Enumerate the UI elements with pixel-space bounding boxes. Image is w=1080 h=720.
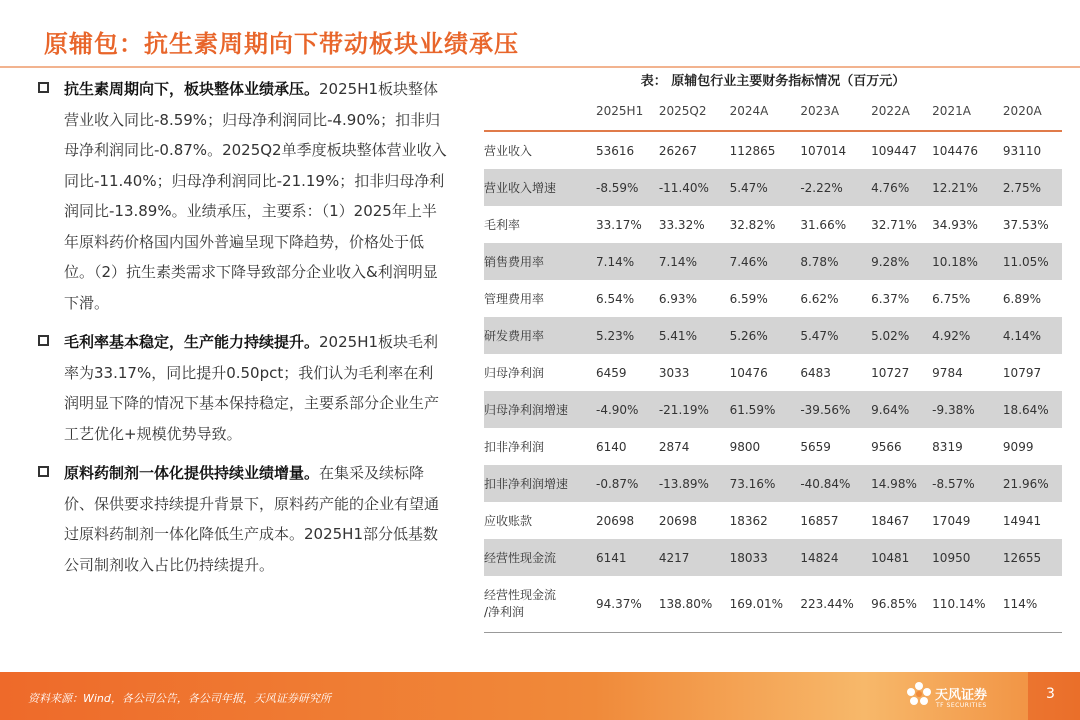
row-label — [484, 576, 594, 633]
row-label: 扣非净利润增速 — [484, 465, 594, 502]
logo-text: 天风证券 — [935, 688, 988, 703]
table-cell: 6.75% — [932, 291, 971, 306]
table-cell: 6483 — [800, 365, 831, 380]
table-cell: 8.78% — [798, 243, 869, 280]
column-header: 2025Q2 — [658, 104, 707, 118]
bullet-heading: 原料药制剂一体化提供持续业绩增量。 — [64, 464, 320, 482]
table-title: 表： 原辅包行业主要财务指标情况（百万元） — [640, 74, 906, 89]
table-cell: 4.76% — [869, 169, 930, 206]
row-label-line: /净利润 — [484, 605, 525, 619]
table-cell: 223.44% — [800, 596, 854, 611]
table-cell: 31.66% — [800, 217, 847, 232]
row-label-line: 经营性现金流 — [484, 588, 557, 602]
table-cell: 5.02% — [869, 317, 930, 354]
table-cell: 5.41% — [657, 317, 728, 354]
table-cell: 6.54% — [596, 291, 635, 306]
row-label: 归母净利润 — [484, 366, 545, 380]
table-header-row — [484, 92, 1062, 131]
table-cell: 34.93% — [932, 217, 978, 232]
table-row — [484, 539, 1062, 576]
table-cell: 96.85% — [871, 596, 917, 611]
table-row — [484, 243, 1062, 280]
row-label: 经营性现金流 — [484, 539, 594, 576]
table-cell: 73.16% — [728, 465, 799, 502]
page-title: 原辅包：抗生素周期向下带动板块业绩承压 — [44, 30, 519, 58]
table-cell: 14824 — [798, 539, 869, 576]
table-cell: 18033 — [728, 539, 799, 576]
column-header: 2025H1 — [596, 104, 644, 118]
table-cell: 6141 — [594, 539, 657, 576]
row-label: 扣非净利润 — [484, 440, 545, 454]
square-bullet-icon — [38, 466, 49, 477]
bullet-list — [38, 74, 448, 589]
table-row — [484, 206, 1062, 243]
table-cell: 10727 — [871, 365, 910, 380]
row-label: 销售费用率 — [484, 243, 594, 280]
table-cell: 12655 — [1001, 539, 1062, 576]
bullet-heading: 毛利率基本稳定，生产能力持续提升。 — [64, 333, 320, 351]
table-cell: 138.80% — [658, 596, 713, 611]
table-cell: 6.59% — [729, 291, 768, 306]
row-label: 研发费用率 — [484, 317, 594, 354]
table-row — [484, 391, 1062, 428]
table-cell: 9099 — [1002, 439, 1034, 454]
table-row — [484, 131, 1062, 169]
table-cell: 20698 — [658, 513, 698, 528]
table-cell: 4217 — [657, 539, 728, 576]
table-cell: 10481 — [869, 539, 930, 576]
bullet-text: 在集采及续标降价、保供要求持续提升背景下，原料药产能的企业有望通过原料药制剂一体化降低生产成本。2025H1部分低基数公司制剂收入占比仍持续提升。 — [64, 464, 440, 574]
bullet-heading: 抗生素周期向下，板块整体业绩承压。 — [64, 80, 320, 98]
table-cell: 109447 — [871, 143, 917, 158]
table-cell: 6.89% — [1002, 291, 1042, 306]
bullet-item — [38, 327, 448, 449]
bullet-item — [38, 458, 448, 580]
column-header: 2024A — [729, 104, 769, 118]
table-row — [484, 428, 1062, 465]
row-label: 营业收入增速 — [484, 169, 594, 206]
table-cell: 32.82% — [729, 217, 776, 232]
bullet-text: 2025H1板块毛利率为33.17%，同比提升0.50pct；我们认为毛利率在利润明显下降的情况下基本保持稳定，主要系部分企业生产工艺优化+规模优势导致。 — [64, 333, 440, 443]
table-cell: 12.21% — [930, 169, 1001, 206]
table-row — [484, 576, 1062, 633]
table-cell: 93110 — [1002, 143, 1042, 158]
table-row — [484, 354, 1062, 391]
bullet-item — [38, 74, 448, 318]
table-row — [484, 465, 1062, 502]
table-cell: 21.96% — [1001, 465, 1062, 502]
table-cell: 11.05% — [1001, 243, 1062, 280]
table-cell: 18362 — [729, 513, 768, 528]
table-cell: 4.92% — [930, 317, 1001, 354]
table-cell: 5.26% — [728, 317, 799, 354]
financial-table — [484, 92, 1062, 633]
table-cell: 5659 — [800, 439, 831, 454]
table-cell: 107014 — [800, 143, 847, 158]
table-cell: 10950 — [930, 539, 1001, 576]
table-cell: 17049 — [932, 513, 971, 528]
table-cell: -40.84% — [798, 465, 869, 502]
row-label: 毛利率 — [484, 218, 521, 232]
column-header: 2020A — [1002, 104, 1042, 118]
table-cell: 32.71% — [871, 217, 917, 232]
table-cell: 18.64% — [1001, 391, 1062, 428]
column-header: 2021A — [932, 104, 971, 118]
table-cell: 14.98% — [869, 465, 930, 502]
table-cell: 61.59% — [728, 391, 799, 428]
table-cell: 9800 — [729, 439, 761, 454]
header-label-cell — [484, 92, 594, 131]
column-header: 2023A — [800, 104, 840, 118]
logo-subtext: TF SECURITIES — [936, 702, 987, 709]
table-cell: -2.22% — [798, 169, 869, 206]
table-cell: 14941 — [1002, 513, 1042, 528]
table-cell: 5.47% — [798, 317, 869, 354]
footer-bar — [0, 672, 1080, 720]
table-cell: -8.57% — [930, 465, 1001, 502]
table-cell: 7.46% — [728, 243, 799, 280]
row-label: 营业收入 — [484, 144, 533, 158]
table-cell: 5.47% — [728, 169, 799, 206]
table-cell: 3033 — [658, 365, 690, 380]
column-header: 2022A — [871, 104, 910, 118]
table-cell: 33.32% — [658, 217, 705, 232]
table-cell: 6140 — [596, 439, 627, 454]
table-cell: -9.38% — [930, 391, 1001, 428]
table-cell: -4.90% — [594, 391, 657, 428]
table-cell: -21.19% — [657, 391, 728, 428]
table-cell: 6459 — [596, 365, 627, 380]
table-cell: 9784 — [932, 365, 963, 380]
table-cell: 5.23% — [594, 317, 657, 354]
table-cell: 9.64% — [869, 391, 930, 428]
table-cell: -0.87% — [594, 465, 657, 502]
bullet-text: 2025H1板块整体营业收入同比-8.59%；归母净利润同比-4.90%；扣非归母净利润同比-0.87%。2025Q2单季度板块整体营业收入同比-11.40%；归母净利润同比-21.19%；扣非归母净利润同比-13.89%。业绩承压，主要系：（1）2025年上半年原料药价格国内国外普遍呈现下降趋势，价格处于低位。（2）抗生素类需求下降导致部分企业收入&利润明显下滑。 — [64, 80, 447, 312]
table-cell: 10797 — [1002, 365, 1042, 380]
table-row — [484, 317, 1062, 354]
table-cell: 2.75% — [1001, 169, 1062, 206]
table-cell: 6.93% — [658, 291, 697, 306]
table-cell: 10.18% — [930, 243, 1001, 280]
table-cell: 10476 — [729, 365, 768, 380]
table-cell: -8.59% — [594, 169, 657, 206]
square-bullet-icon — [38, 335, 49, 346]
table-cell: 9566 — [871, 439, 902, 454]
row-label: 管理费用率 — [484, 292, 545, 306]
table-cell: 7.14% — [594, 243, 657, 280]
table-cell: 110.14% — [932, 596, 986, 611]
company-logo — [905, 680, 1005, 714]
square-bullet-icon — [38, 82, 49, 93]
title-divider — [0, 66, 1080, 68]
table-cell: 9.28% — [869, 243, 930, 280]
table-cell: 6.37% — [871, 291, 910, 306]
logo-flower-icon — [905, 680, 933, 710]
table-cell: 8319 — [932, 439, 963, 454]
page-number: 3 — [1046, 686, 1055, 702]
table-cell: 112865 — [729, 143, 776, 158]
table-cell: 114% — [1002, 596, 1038, 611]
source-note: 资料来源：Wind，各公司公告，各公司年报，天风证券研究所 — [28, 692, 331, 705]
table-cell: 26267 — [658, 143, 698, 158]
table-cell: 94.37% — [596, 596, 642, 611]
table-cell: -13.89% — [657, 465, 728, 502]
row-label: 应收账款 — [484, 514, 533, 528]
row-label: 归母净利润增速 — [484, 391, 594, 428]
table-cell: 16857 — [800, 513, 839, 528]
table-cell: 4.14% — [1001, 317, 1062, 354]
table-row — [484, 502, 1062, 539]
table-row — [484, 169, 1062, 206]
table-cell: 169.01% — [729, 596, 783, 611]
table-cell: -11.40% — [657, 169, 728, 206]
table-cell: -39.56% — [798, 391, 869, 428]
table-cell: 20698 — [596, 513, 635, 528]
table-cell: 2874 — [658, 439, 690, 454]
table-cell: 37.53% — [1002, 217, 1049, 232]
table-cell: 104476 — [932, 143, 978, 158]
table-cell: 53616 — [596, 143, 635, 158]
table-cell: 7.14% — [657, 243, 728, 280]
table-row — [484, 280, 1062, 317]
page-number-box — [1028, 672, 1080, 720]
table-cell: 33.17% — [596, 217, 642, 232]
table-cell: 18467 — [871, 513, 910, 528]
table-cell: 6.62% — [800, 291, 839, 306]
